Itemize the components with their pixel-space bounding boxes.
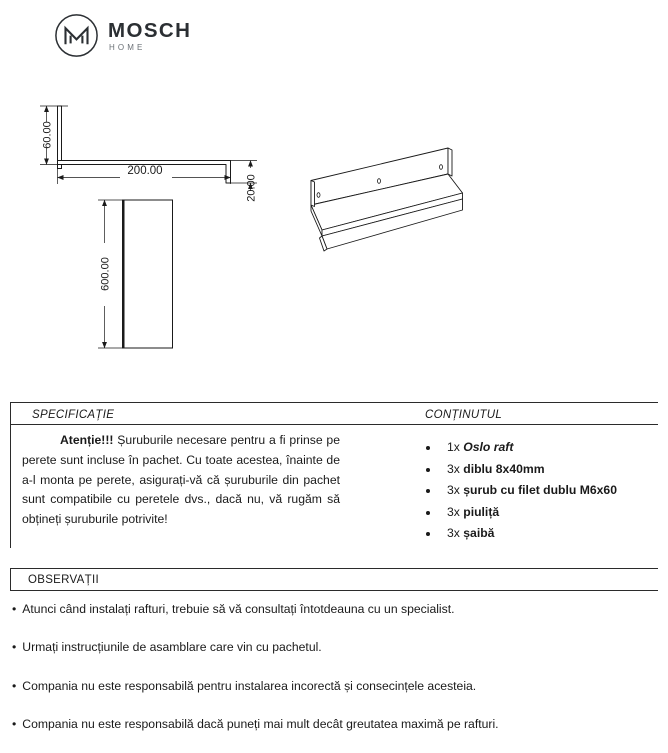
- list-item: • Compania nu este responsabilă pentru instalarea incorectă și consecințele acesteia.: [12, 677, 499, 695]
- list-item: [440, 460, 617, 479]
- item-name: șaibă: [463, 526, 495, 541]
- observations-list: [12, 600, 499, 753]
- list-item: • Urmați instrucțiunile de asamblare care vin cu pachetul.: [12, 638, 499, 656]
- item-name: șurub cu filet dublu M6x60: [463, 483, 617, 498]
- item-qty: 3x: [447, 461, 464, 476]
- list-item: • Atunci când instalați rafturi, trebuie să vă consultați întotdeauna cu un specialist.: [12, 600, 499, 618]
- dimension-lip-20: [231, 161, 258, 202]
- contents-section-header: CONȚINUTUL: [425, 409, 503, 421]
- dimension-height-60: [40, 106, 68, 165]
- list-item: • Compania nu este responsabilă dacă puneți mai mult decât greutatea maximă pe rafturi.: [12, 715, 499, 733]
- brand-tagline: HOME: [109, 43, 146, 53]
- list-item: [440, 481, 617, 500]
- item-qty: 3x: [447, 483, 464, 498]
- observations-left-edge: [10, 568, 11, 590]
- list-item: [440, 503, 617, 522]
- item-name: piuliță: [463, 504, 500, 519]
- item-name: Oslo raft: [463, 440, 514, 454]
- spec-section-top-rule: [10, 402, 658, 403]
- spec-warning: Atenție!!!: [60, 433, 114, 447]
- item-name: diblu 8x40mm: [463, 461, 545, 476]
- dim-label-height: 60.00: [41, 121, 54, 149]
- observations-section-header: OBSERVAȚII: [28, 574, 99, 586]
- spec-section-body: [22, 431, 340, 530]
- list-item: [440, 524, 617, 543]
- spec-text: Șuruburile necesare pentru a fi prinse pe perete sunt incluse în pachet. Cu toate acestea, înainte de a-l monta pe perete, asigurați-vă că șuruburile din pachet sunt compatibile cu peretele dvs., dacă nu, vă rugăm să obțineți șuruburile potrivite!: [22, 433, 340, 527]
- dim-label-depth: 200.00: [127, 165, 163, 177]
- list-item: [440, 438, 617, 457]
- technical-drawings: [0, 88, 668, 378]
- brand-name: MOSCH: [108, 18, 192, 42]
- spec-section-header-rule: [10, 424, 658, 425]
- logo-wordmark: [108, 19, 191, 53]
- dim-label-width: 600.00: [99, 257, 112, 291]
- contents-list: [422, 438, 617, 546]
- screw-hole: [378, 179, 381, 184]
- spec-section-header: SPECIFICAȚIE: [32, 409, 115, 421]
- item-qty: 3x: [447, 526, 464, 541]
- item-qty: 3x: [447, 504, 464, 519]
- mosch-monogram-icon: [54, 13, 99, 58]
- item-qty: 1x: [447, 440, 464, 454]
- observations-top-rule: [10, 568, 658, 569]
- front-view: [123, 200, 173, 348]
- brand-logo: [54, 13, 191, 58]
- screw-hole: [317, 193, 320, 198]
- screw-hole: [440, 165, 443, 170]
- shelf-3d-view: [311, 148, 463, 251]
- observations-header-rule: [10, 590, 658, 591]
- spec-section-left-edge: [10, 402, 11, 548]
- dim-label-lip: 20.00: [245, 174, 258, 202]
